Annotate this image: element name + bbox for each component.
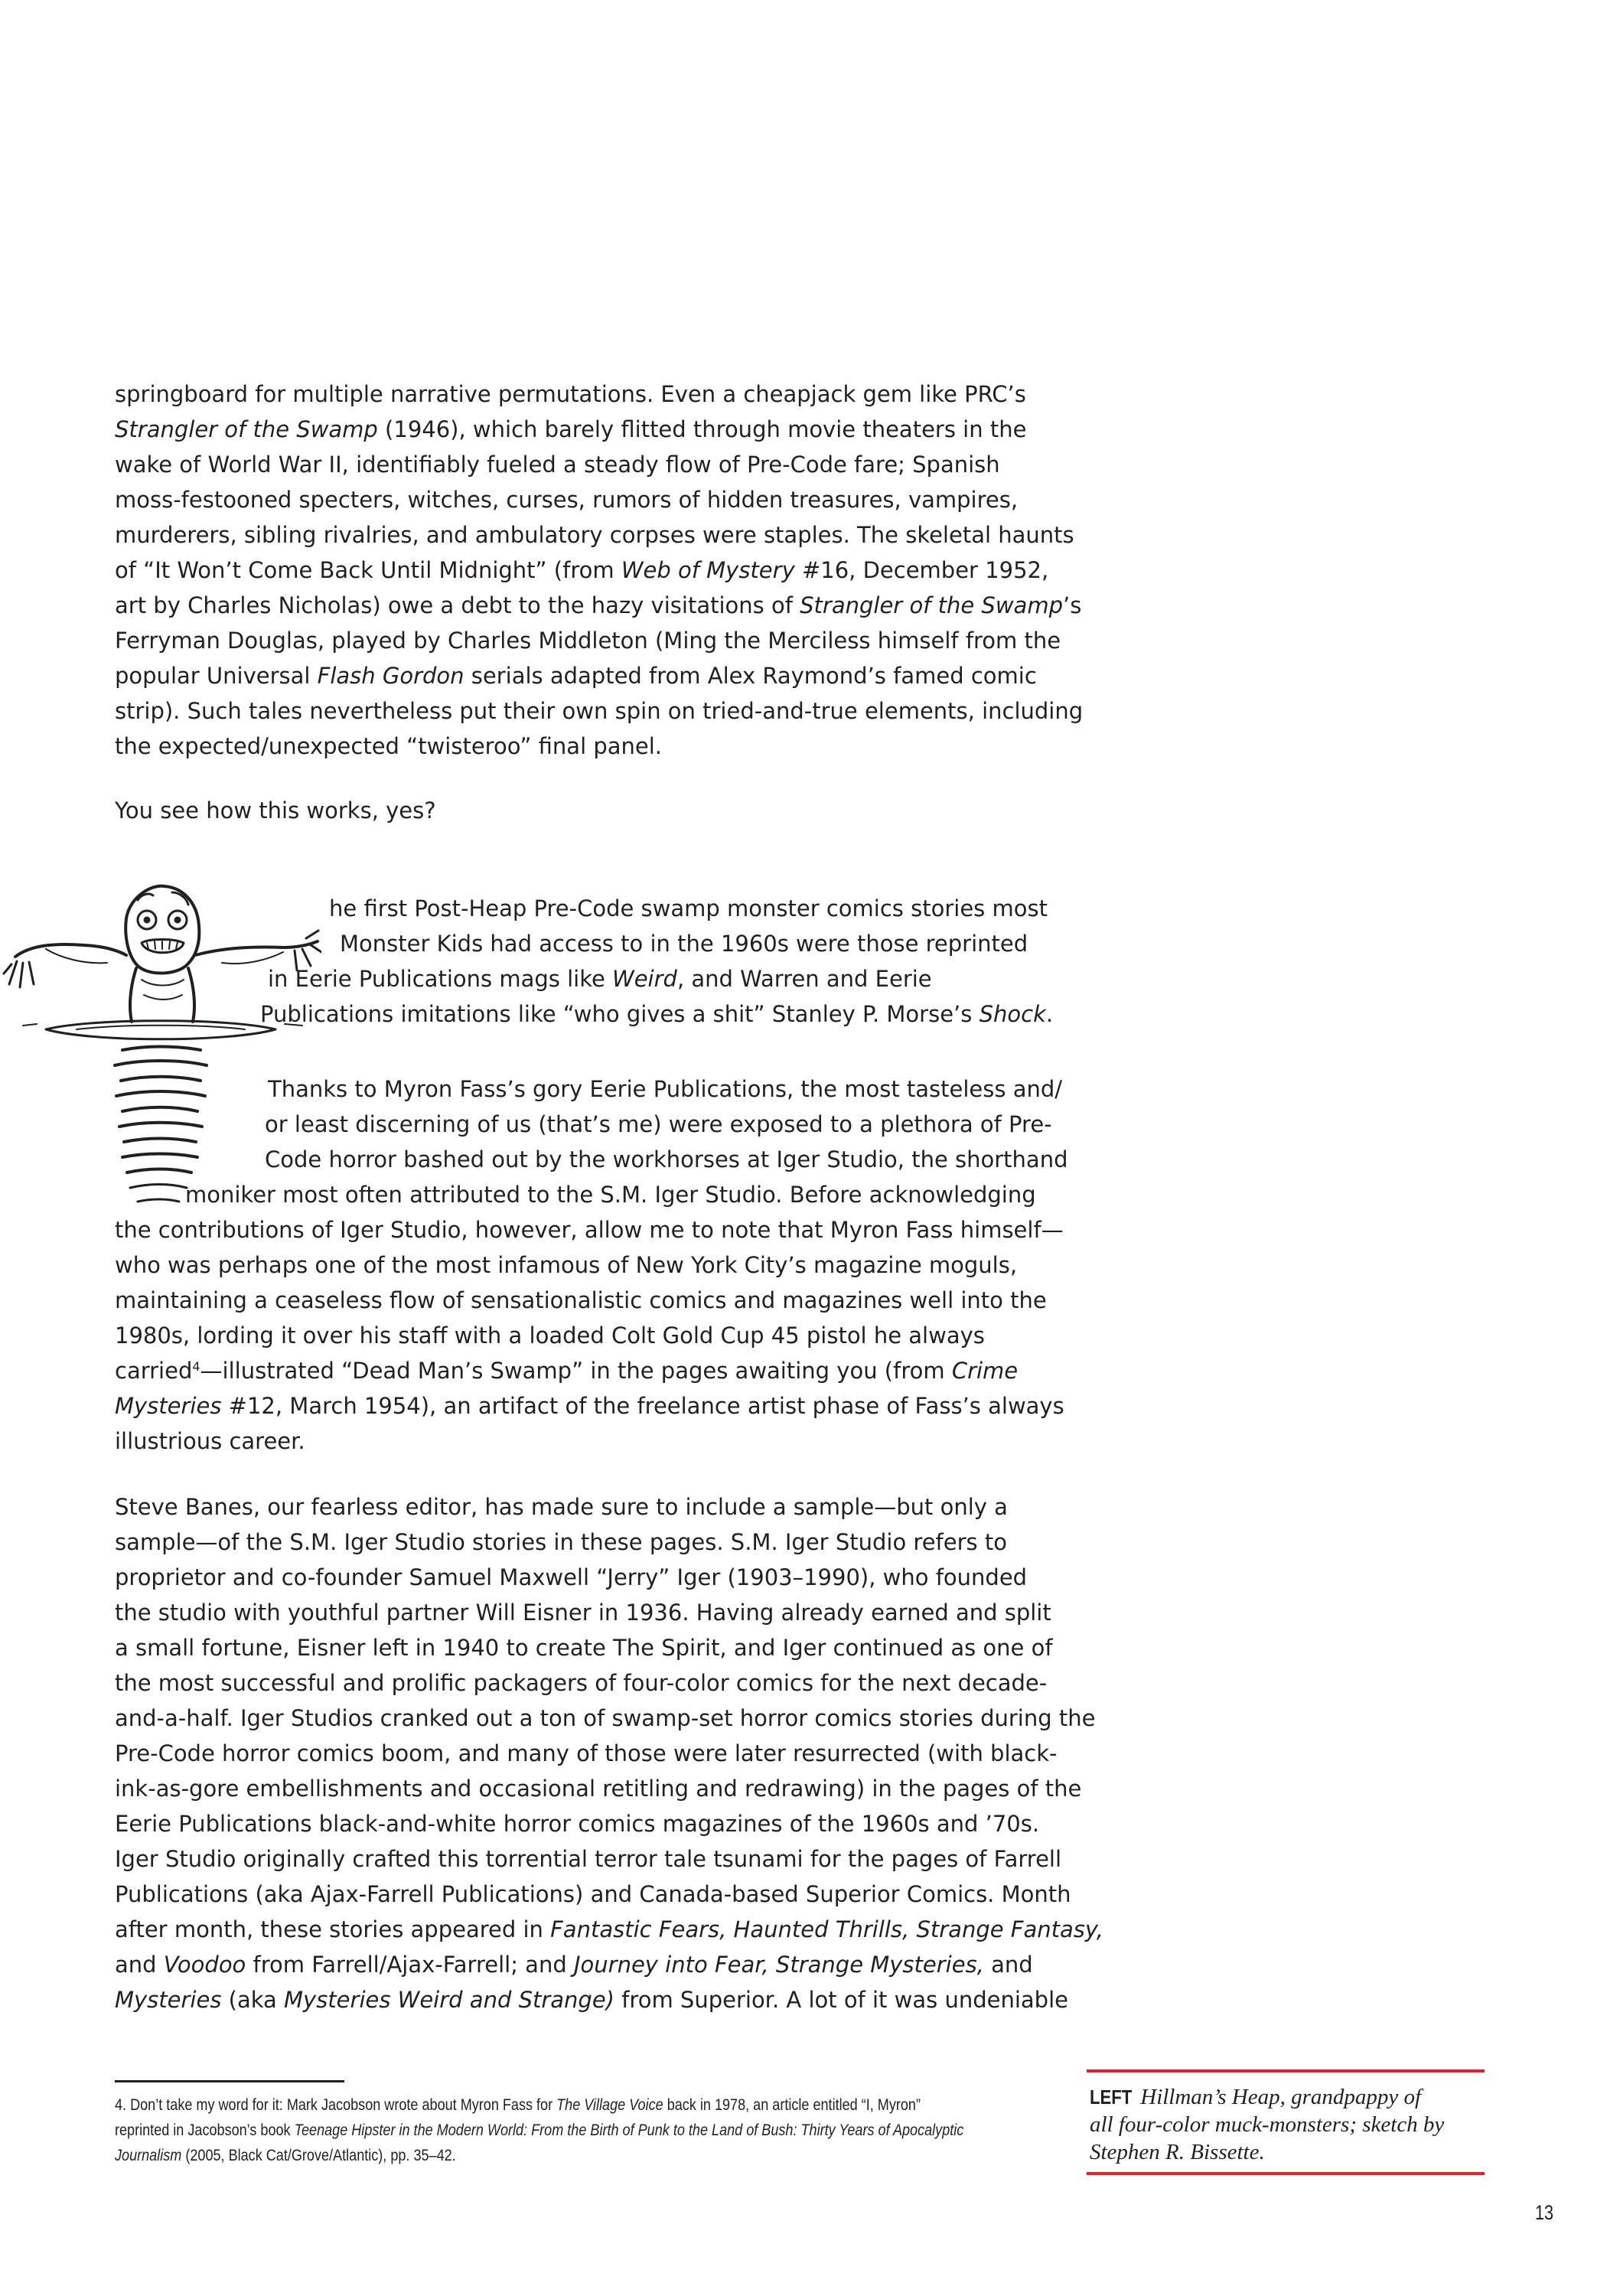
text-line	[115, 693, 1084, 729]
text-line	[115, 1771, 1082, 1806]
text-run: who was perhaps one of the most infamous of New York City’s magazine moguls,	[115, 1252, 1018, 1278]
text-run: Strangler of the Swamp	[115, 416, 378, 442]
text-run: in Eerie Publications mags like	[268, 966, 613, 992]
text-run: reprinted in Jacobson’s book	[115, 2122, 295, 2139]
text-line	[115, 1701, 1096, 1736]
text-run: 1980s, lording it over his staff with a loaded Colt Gold Cup 45 pistol he always	[115, 1322, 985, 1349]
text-run: , and Warren and Eerie	[676, 966, 932, 992]
text-line	[115, 1353, 1056, 1388]
text-line	[115, 1665, 1056, 1701]
text-run: Eerie Publications black-and-white horror comics magazines of the 1960s and ’70s.	[115, 1811, 1040, 1837]
caption-line: Hillman’s Heap, grandpappy of	[1135, 2085, 1422, 2109]
text-run: illustrious career.	[115, 1428, 305, 1454]
text-run: Weird	[612, 966, 677, 992]
text-line	[115, 447, 1056, 482]
text-run: .	[1045, 1001, 1054, 1027]
text-run: the studio with youthful partner Will Eisner in 1936. Having already earned and split	[115, 1600, 1051, 1626]
caption-line: Stephen R. Bissette.	[1090, 2140, 1265, 2164]
text-line	[115, 729, 1056, 764]
text-run: Code horror bashed out by the workhorses at Iger Studio, the shorthand	[265, 1146, 1068, 1172]
footnote-rule	[115, 2080, 344, 2082]
caption-line: all four-color muck-monsters; sketch by	[1090, 2112, 1445, 2137]
text-run: wake of World War II, identifiably fueled a steady flow of Pre-Code fare; Spanish	[115, 452, 1000, 478]
text-run: the most successful and prolific packagers of four-color comics for the next decade-	[115, 1670, 1048, 1696]
paragraph-strangler	[115, 377, 1084, 764]
text-run: #16, December 1952,	[794, 557, 1049, 583]
text-run: Flash Gordon	[317, 663, 464, 689]
text-run: #12, March 1954), an artifact of the freelance artist phase of Fass’s always	[221, 1393, 1064, 1419]
text-run: (aka	[221, 1987, 285, 2013]
footnote	[115, 2092, 1056, 2168]
text-run: maintaining a ceaseless flow of sensationalistic comics and magazines well into the	[115, 1287, 1047, 1313]
text-run: he first Post-Heap Pre-Code swamp monster comics stories most	[329, 895, 1048, 921]
text-line	[115, 1736, 1056, 1771]
text-line	[115, 1841, 1062, 1877]
text-run: ’s	[1062, 592, 1082, 618]
text-line	[115, 1525, 1056, 1560]
text-line	[115, 377, 1056, 412]
text-line	[115, 1595, 1056, 1630]
text-run: Teenage Hipster in the Modern World: From the Birth of Punk to the Land of Bush: Thirty Years of Apocalyptic	[294, 2122, 964, 2139]
text-run: Monster Kids had access to in the 1960s were those reprinted	[340, 931, 1028, 957]
text-run: 4. Don’t take my word for it: Mark Jacobson wrote about Myron Fass for	[115, 2096, 557, 2114]
text-line	[115, 1630, 1056, 1665]
text-run: the expected/unexpected “twisteroo” final panel.	[115, 733, 663, 759]
text-run: Web of Mystery	[621, 557, 795, 583]
text-run: Strangler of the Swamp	[800, 592, 1063, 618]
text-run: Pre-Code horror comics boom, and many of those were later resurrected (with black-	[115, 1740, 1058, 1766]
text-run: a small fortune, Eisner left in 1940 to create The Spirit, and Iger continued as one of	[115, 1635, 1053, 1661]
text-run: Mysteries Weird and Strange)	[284, 1987, 614, 2013]
page-number: 13	[1535, 2201, 1554, 2224]
text-line	[115, 658, 1056, 693]
figure-caption	[1090, 2083, 1472, 2166]
text-run: and	[115, 1952, 164, 1978]
text-run: Ferryman Douglas, played by Charles Middleton (Ming the Merciless himself from the	[115, 628, 1061, 654]
text-line	[115, 1877, 1071, 1912]
text-run: popular Universal	[115, 663, 318, 689]
text-line	[115, 1489, 1056, 1525]
text-line	[115, 623, 1061, 658]
text-line	[115, 588, 1082, 623]
text-line	[115, 1247, 1056, 1283]
text-run: from Superior. A lot of it was undeniable	[614, 1987, 1068, 2013]
text-run: after month, these stories appeared in	[115, 1916, 551, 1942]
text-run: Journalism	[115, 2147, 182, 2164]
text-line	[115, 1424, 1056, 1459]
text-run: Steve Banes, our fearless editor, has made sure to include a sample—but only a	[115, 1494, 1008, 1520]
text-run: the contributions of Iger Studio, however, allow me to note that Myron Fass himself—	[115, 1217, 1064, 1243]
swamp-monster-sketch-icon	[0, 872, 321, 1232]
text-run: proprietor and co-founder Samuel Maxwell “Jerry” Iger (1903–1990), who founded	[115, 1564, 1028, 1590]
text-run: Voodoo	[163, 1952, 246, 1978]
paragraph-iger-studio	[115, 1489, 1104, 2017]
aside-line: You see how this works, yes?	[115, 797, 436, 823]
text-run: ink-as-gore embellishments and occasional retitling and redrawing) in the pages of the	[115, 1776, 1082, 1802]
text-line	[115, 1982, 1068, 2017]
text-run: —illustrated “Dead Man’s Swamp” in the pages awaiting you (from	[200, 1358, 952, 1384]
text-run: Crime	[951, 1358, 1019, 1384]
text-line	[115, 1947, 1056, 1982]
text-run: and-a-half. Iger Studios cranked out a ton of swamp-set horror comics stories during the	[115, 1705, 1096, 1731]
text-run: Thanks to Myron Fass’s gory Eerie Publications, the most tasteless and/	[268, 1076, 1063, 1102]
text-run: art by Charles Nicholas) owe a debt to the hazy visitations of	[115, 592, 800, 618]
text-line	[115, 2118, 1056, 2143]
text-line	[115, 2092, 1056, 2118]
text-line	[115, 1283, 1056, 1318]
caption-rule-top	[1087, 2069, 1485, 2073]
text-line	[115, 412, 1056, 447]
text-line	[115, 1560, 1056, 1595]
text-run: sample—of the S.M. Iger Studio stories in these pages. S.M. Iger Studio refers to	[115, 1529, 1007, 1555]
text-run: carried	[115, 1358, 193, 1384]
text-run: The Village Voice	[556, 2096, 663, 2114]
text-line	[115, 482, 1056, 517]
text-run: Iger Studio originally crafted this torrential terror tale tsunami for the pages of Farrell	[115, 1846, 1062, 1872]
text-run: from Farrell/Ajax-Farrell; and	[246, 1952, 574, 1978]
text-run: moss-festooned specters, witches, curses, rumors of hidden treasures, vampires,	[115, 487, 1019, 513]
text-line	[115, 553, 1056, 588]
text-run: or least discerning of us (that’s me) were exposed to a plethora of Pre-	[265, 1111, 1052, 1137]
text-run: (2005, Black Cat/Grove/Atlantic), pp. 35–42.	[181, 2147, 456, 2164]
text-run: Mysteries	[115, 1987, 222, 2013]
text-run: Fantastic Fears, Haunted Thrills, Strange Fantasy,	[550, 1916, 1104, 1942]
text-run: back in 1978, an article entitled “I, Myron”	[663, 2096, 921, 2114]
text-run: murderers, sibling rivalries, and ambulatory corpses were staples. The skeletal haunts	[115, 522, 1074, 548]
text-line	[115, 1318, 1056, 1353]
footnote-ref: 4	[192, 1359, 200, 1374]
text-line	[115, 1806, 1056, 1841]
caption-label: LEFT	[1090, 2086, 1133, 2108]
text-run: Publications imitations like “who gives a shit” Stanley P. Morse’s	[260, 1001, 980, 1027]
text-line	[115, 517, 1074, 553]
text-line	[115, 1912, 1104, 1947]
paragraph-you-see	[115, 793, 1056, 828]
text-run: and	[983, 1952, 1033, 1978]
text-line	[115, 2143, 1056, 2168]
text-run: moniker most often attributed to the S.M. Iger Studio. Before acknowledging	[185, 1182, 1036, 1208]
text-run: springboard for multiple narrative permutations. Even a cheapjack gem like PRC’s	[115, 381, 1026, 407]
text-run: Mysteries	[115, 1393, 222, 1419]
text-run: serials adapted from Alex Raymond’s famed comic	[464, 663, 1037, 689]
text-run: Publications (aka Ajax-Farrell Publications) and Canada-based Superior Comics. Month	[115, 1881, 1071, 1907]
text-run: Shock	[979, 1001, 1046, 1027]
text-run: strip). Such tales nevertheless put their own spin on tried-and-true elements, including	[115, 698, 1084, 724]
text-run: (1946), which barely flitted through movie theaters in the	[377, 416, 1027, 442]
text-line	[115, 1388, 1064, 1424]
text-run: of “It Won’t Come Back Until Midnight” (from	[115, 557, 621, 583]
caption-rule-bottom	[1087, 2172, 1485, 2175]
text-run: Journey into Fear, Strange Mysteries,	[573, 1952, 984, 1978]
